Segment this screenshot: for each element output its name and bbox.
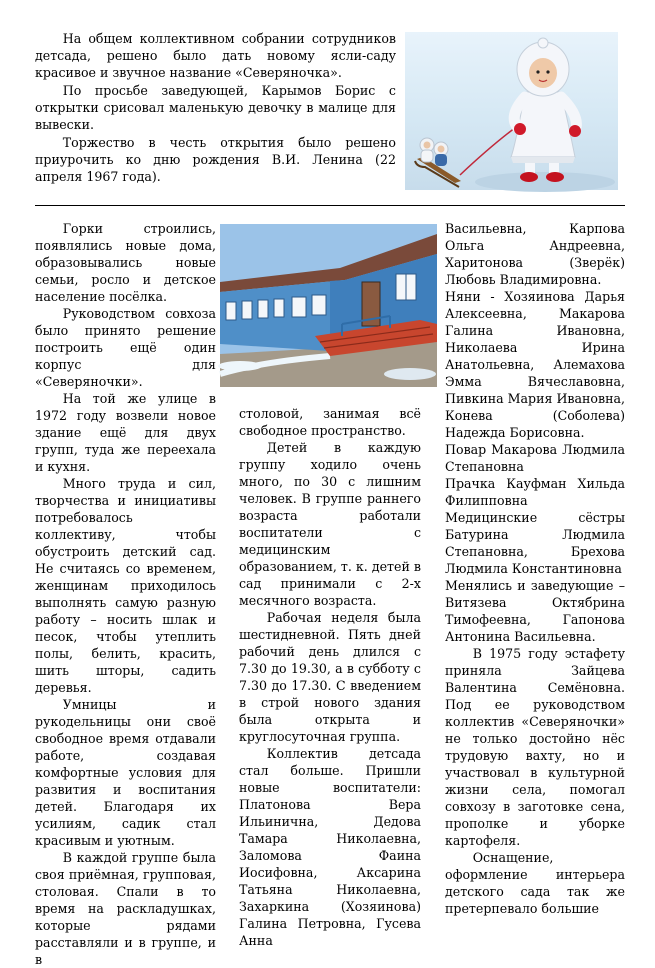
paragraph: В каждой группе была своя приёмная, групповая, столовая. Спали в то время на раскладушках, которые рядами расставляли и в группе, и в [35,850,216,967]
paragraph: столовой, занимая всё свободное пространство. [239,406,421,438]
column-2 [239,405,421,949]
paragraph: Повар Макарова Людмила Степановна [445,442,625,474]
paragraph: Детей в каждую группу ходило очень много, по 30 с лишним человек. В группе раннего возраста работали воспитатели с медицинским образованием, т. к. детей в сад принимали с 2-х месячного возраста. [239,440,421,608]
paragraph: Васильевна, Карпова Ольга Андреевна, Харитонова (Зверёк) Любовь Владимировна. [445,221,625,287]
paragraph: В 1975 году эстафету приняла Зайцева Валентина Семёновна. Под ее руководством коллектив «Северяночки» не только достойно нёс трудовую вахту, но и участвовал в культурной жизни села, помогал совхозу в заготовке сена, прополке и уборке картофеля. [445,646,625,848]
paragraph: Руководством совхоза было принято решение построить ещё один корпус для «Северяночки». [35,306,216,389]
column-1 [35,220,216,967]
paragraph: Коллектив детсада стал больше. Пришли новые воспитатели: Платонова Вера Ильинична, Дедова Тамара Николаевна, Заломова Фаина Иосифовна, Аксарина Татьяна Николаевна, Захаркина (Хозяинова) Галина Петровна, Гусева Анна [239,746,421,948]
paragraph: Прачка Кауфман Хильда Филипповна [445,476,625,508]
paragraph: На той же улице в 1972 году возвели новое здание ещё для двух групп, туда же переехала и кухня. [35,391,216,474]
paragraph: Горки строились, появлялись новые дома, образовывались новые семьи, росло и детское население посёлка. [35,221,216,304]
paragraph: Менялись и заведующие – Витязева Октябрина Тимофеевна, Гапонова Антонина Васильевна. [445,578,625,644]
paragraph: Торжество в честь открытия было решено приурочить ко дню рождения В.И. Ленина (22 апреля 1967 года). [35,135,396,184]
paragraph: Много труда и сил, творчества и инициативы потребовалось коллективу, чтобы обустроить детский сад. Не считаясь со временем, женщинам приходилось выполнять самую разную работу – носить шлак и песок, чтобы утеплить полы, белить, красить, шить шторы, садить деревья. [35,476,216,695]
section-divider [35,205,625,206]
column-3 [445,220,625,917]
paragraph: На общем коллективном собрании сотрудников детсада, решено было дать новому ясли-саду красивое и звучное название «Северяночка». [35,31,396,80]
paragraph: Оснащение, оформление интерьера детского сада так же претерпевало большие [445,850,625,916]
paragraph: По просьбе заведующей, Карымов Борис с открытки срисовал маленькую девочку в малице для вывески. [35,83,396,132]
paragraph: Няни - Хозяинова Дарья Алексеевна, Макарова Галина Ивановна, Николаева Ирина Анатольевна, Алемахова Эмма Вячеславовна, Пивкина Мария Ивановна, Конева (Соболева) Надежда Борисовна. [445,289,625,440]
girl-with-sled-photo [405,32,618,190]
paragraph: Умницы и рукодельницы они своё свободное время отдавали работе, создавая комфортные условия для развития и воспитания детей. Благодаря их усилиям, садик стал красивым и уютным. [35,697,216,848]
paragraph: Медицинские сёстры Батурина Людмила Степановна, Брехова Людмила Константиновна [445,510,625,576]
paragraph: Рабочая неделя была шестидневной. Пять дней рабочий день длился с 7.30 до 19.30, а в субботу с 7.30 до 17.30. С введением в строй нового здания была открыта и круглосуточная группа. [239,610,421,744]
kindergarten-building-photo [220,224,437,387]
intro-text [35,30,396,186]
